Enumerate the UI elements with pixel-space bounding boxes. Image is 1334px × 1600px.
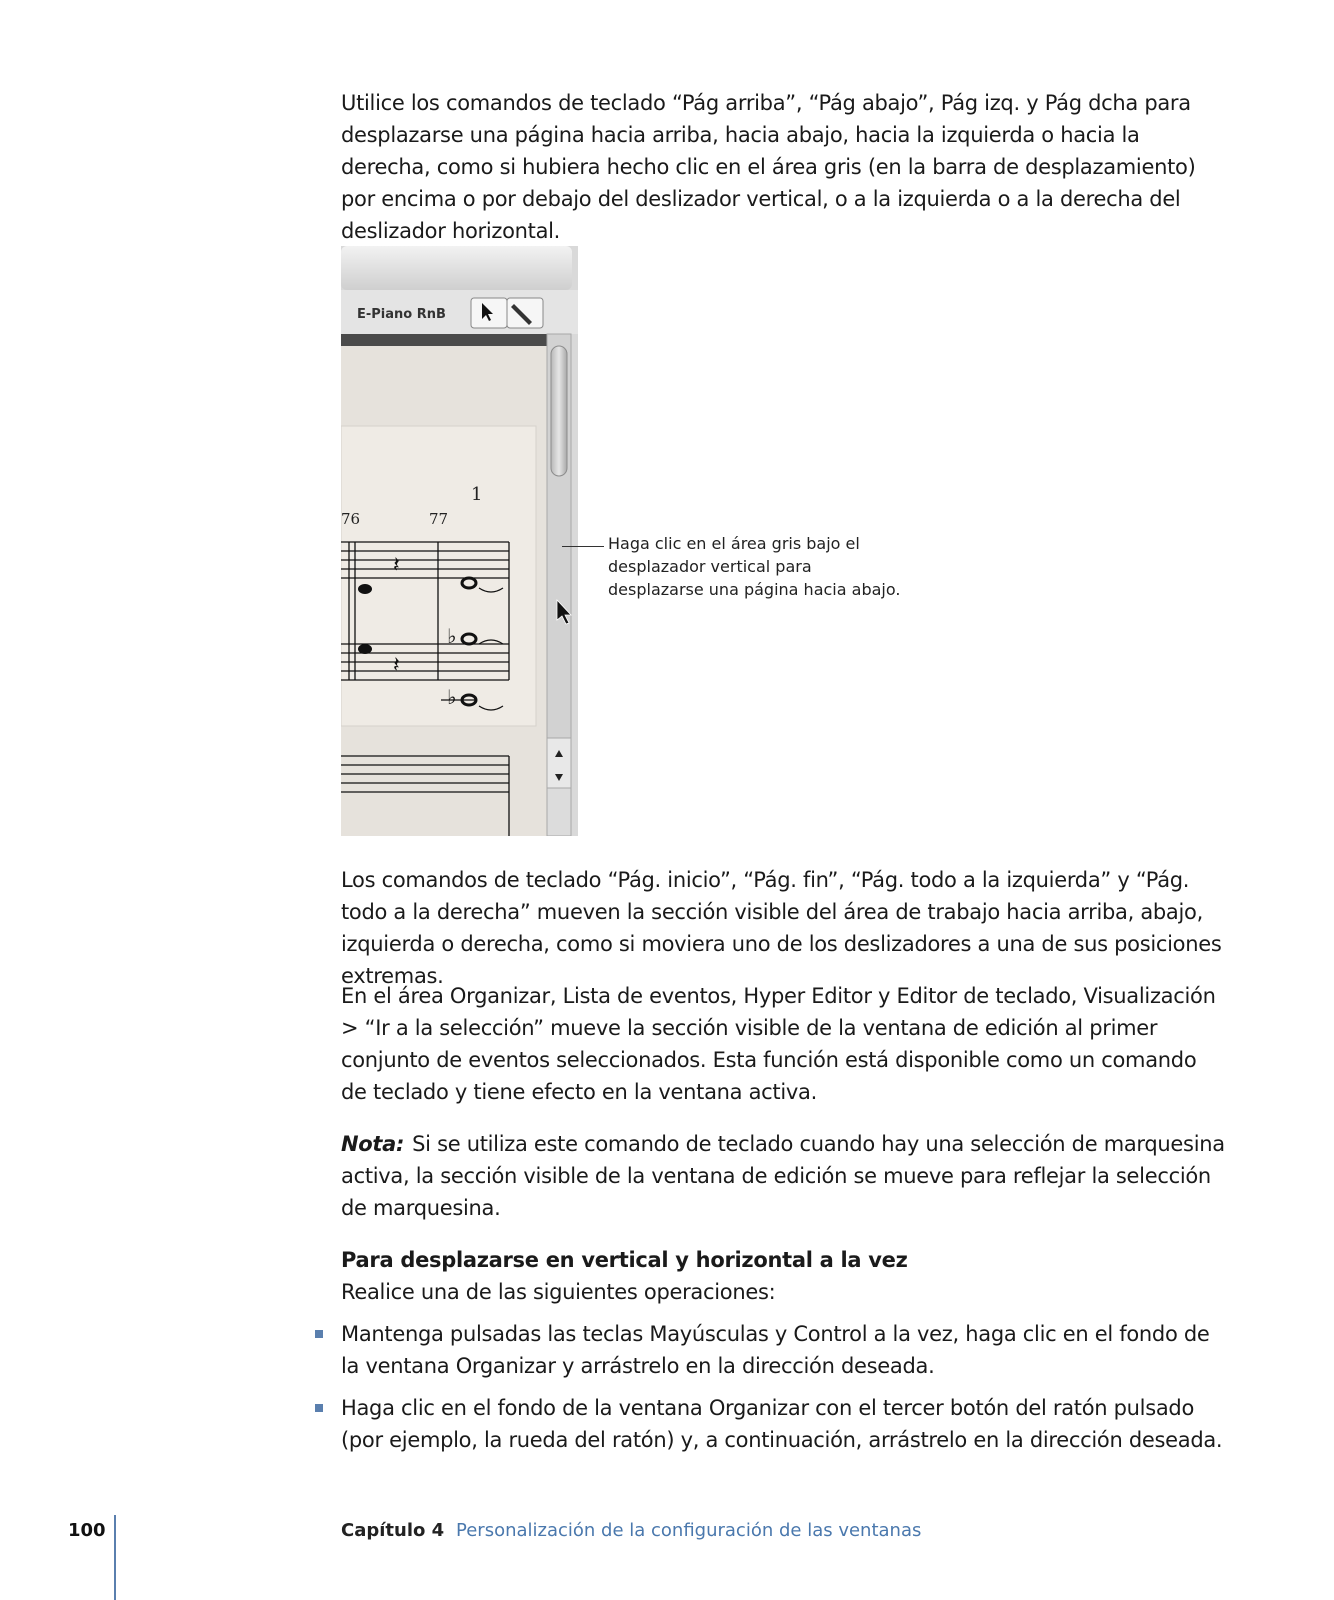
list-item: Mantenga pulsadas las teclas Mayúsculas y Control a la vez, haga clic en el fondo de la ventana Organizar y arrástrelo en la dirección deseada.: [341, 1318, 1226, 1382]
note-paragraph: [341, 1128, 1226, 1224]
page-number: 100: [68, 1520, 106, 1541]
note-label: Nota:: [341, 1132, 405, 1156]
task-heading: Para desplazarse en vertical y horizontal a la vez: [341, 1248, 908, 1272]
intro-paragraph: Utilice los comandos de teclado “Pág arriba”, “Pág abajo”, Pág izq. y Pág dcha para desplazarse una página hacia arriba, hacia abajo, hacia la izquierda o hacia la derecha, como si hubiera hecho clic en el área gris (en la barra de desplazamiento) por encima o por debajo del deslizador vertical, o a la izquierda o a la derecha del deslizador horizontal.: [341, 91, 1196, 243]
svg-text:♭: ♭: [447, 624, 457, 648]
bullet-square-icon: [315, 1330, 323, 1338]
figure-callout: Haga clic en el área gris bajo el desplazador vertical para desplazarse una página hacia abajo.: [608, 534, 901, 599]
svg-text:♭: ♭: [447, 685, 457, 709]
task-section: [341, 1244, 1226, 1308]
measure-number-1: 1: [471, 484, 483, 505]
go-to-selection-paragraph: En el área Organizar, Lista de eventos, Hyper Editor y Editor de teclado, Visualización > “Ir a la selección” mueve la sección visible de la ventana de edición al primer conjunto de eventos seleccionados. Esta función está disponible como un comando de teclado y tiene efecto en la ventana activa.: [341, 984, 1216, 1104]
pencil-tool-button[interactable]: [507, 298, 543, 328]
chapter-title: Personalización de la configuración de las ventanas: [456, 1520, 922, 1541]
list-item: Haga clic en el fondo de la ventana Organizar con el tercer botón del ratón pulsado (por ejemplo, la rueda del ratón) y, a continuación, arrástrelo en la dirección deseada.: [341, 1392, 1226, 1456]
svg-text:𝄽: 𝄽: [393, 553, 400, 578]
bar-number-76: 76: [341, 510, 361, 528]
score-editor-screenshot: [341, 246, 578, 836]
bullet-square-icon: [315, 1404, 323, 1412]
task-instruction: Realice una de las siguientes operaciones:: [341, 1280, 776, 1304]
bar-number-77: 77: [429, 510, 449, 528]
chapter-label: Capítulo 4: [341, 1520, 445, 1541]
note-text: Si se utiliza este comando de teclado cuando hay una selección de marquesina activa, la sección visible de la ventana de edición se mueve para reflejar la selección de marquesina.: [341, 1132, 1225, 1220]
callout-leader-line: [562, 546, 604, 547]
instrument-label: E-Piano RnB: [357, 307, 446, 322]
vertical-scroll-thumb[interactable]: [551, 346, 567, 476]
svg-text:𝄽: 𝄽: [393, 653, 400, 678]
footer-divider: [114, 1515, 116, 1600]
page-commands-paragraph: Los comandos de teclado “Pág. inicio”, “Pág. fin”, “Pág. todo a la izquierda” y “Pág. todo a la derecha” mueven la sección visible del área de trabajo hacia arriba, abajo, izquierda o derecha, como si moviera uno de los deslizadores a una de sus posiciones extremas.: [341, 868, 1222, 988]
